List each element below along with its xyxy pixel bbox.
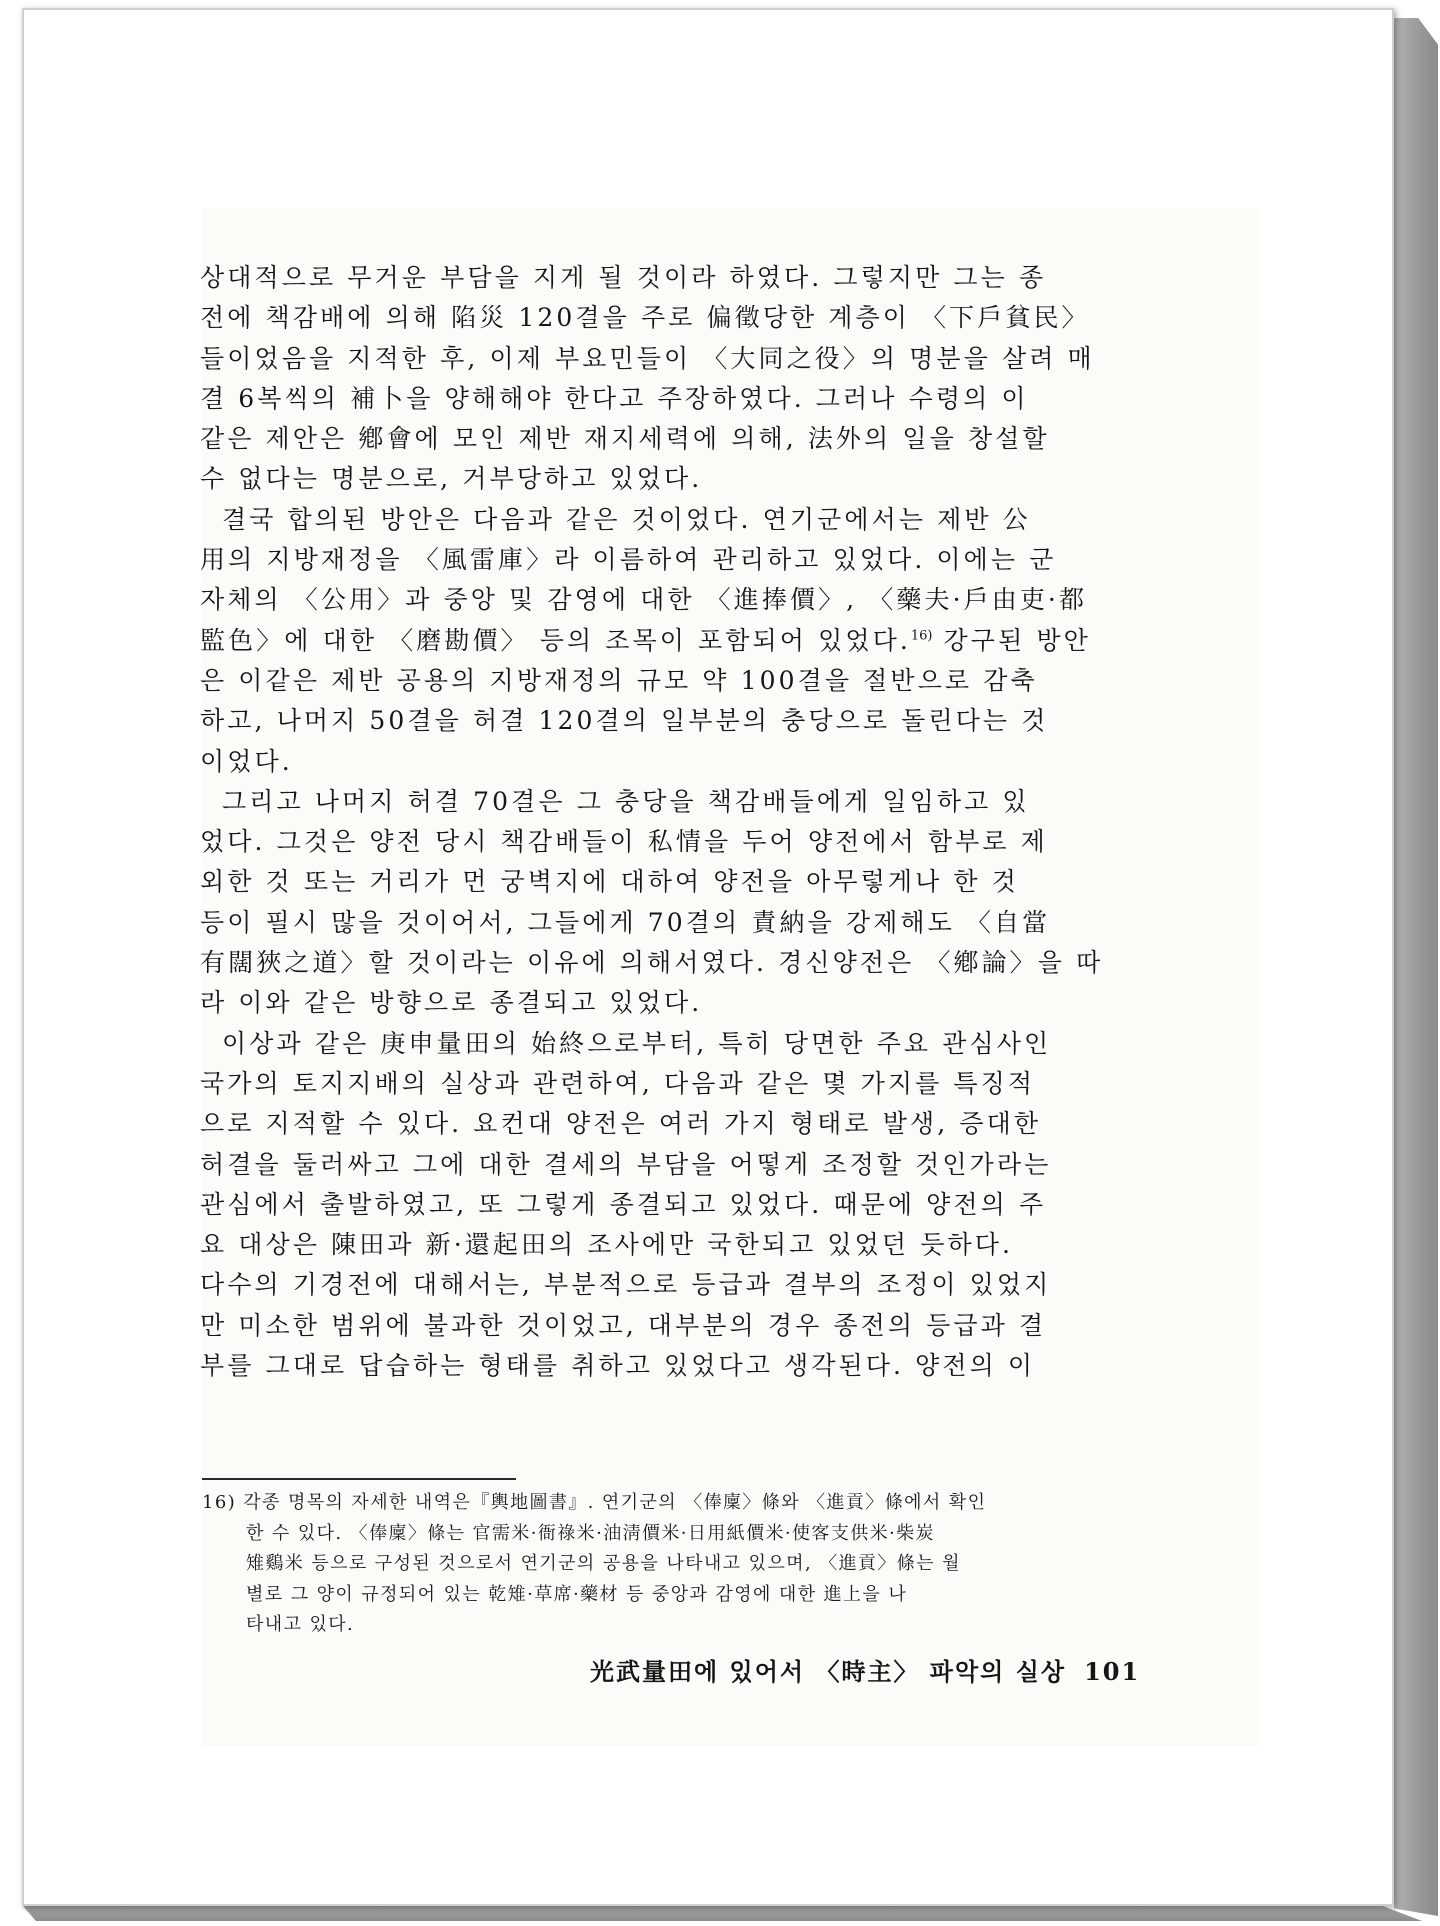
text-line: 수 없다는 명분으로, 거부당하고 있었다. bbox=[200, 464, 703, 494]
text-line: 라 이와 같은 방향으로 종결되고 있었다. bbox=[200, 988, 703, 1018]
text-line: 은 이같은 제반 공용의 지방재정의 규모 약 100결을 절반으로 감축 bbox=[200, 665, 1038, 695]
footnote bbox=[202, 1488, 1142, 1641]
text-line: 결국 합의된 방안은 다음과 같은 것이었다. 연기군에서는 제반 公 bbox=[222, 504, 1031, 534]
footnote-line: 16) 각종 명목의 자세한 내역은『輿地圖書』. 연기군의 〈俸廩〉條와 〈進貢〉條에서 확인 bbox=[202, 1492, 987, 1513]
text-line: 으로 지적할 수 있다. 요컨대 양전은 여러 가지 형태로 발생, 증대한 bbox=[200, 1109, 1042, 1139]
footnote-line: 타내고 있다. bbox=[246, 1614, 355, 1635]
text-line: 자체의 〈公用〉과 중앙 및 감영에 대한 〈進捧價〉, 〈藥夫·戶由吏·都 bbox=[200, 585, 1088, 615]
text-line: 상대적으로 무거운 부담을 지게 될 것이라 하였다. 그렇지만 그는 종 bbox=[200, 263, 1047, 292]
text-line-start: 監色〉에 대한 〈磨勘價〉 등의 조목이 포함되어 있었다. bbox=[200, 625, 911, 655]
page-number: 101 bbox=[1084, 1657, 1141, 1686]
text-line: 有闊狹之道〉할 것이라는 이유에 의해서였다. 경신양전은 〈鄕論〉을 따 bbox=[200, 948, 1104, 978]
footnote-line: 별로 그 양이 규정되어 있는 乾雉·草席·藥材 등 중앙과 감영에 대한 進上을 나 bbox=[246, 1583, 908, 1605]
text-line: 국가의 토지지배의 실상과 관련하여, 다음과 같은 몇 가지를 특징적 bbox=[200, 1068, 1036, 1098]
text-line: 다수의 기경전에 대해서는, 부분적으로 등급과 결부의 조정이 있었지 bbox=[200, 1270, 1052, 1300]
text-line: 전에 책감배에 의해 陷災 120결을 주로 偏徵당한 계층이 〈下戶貧民〉 bbox=[200, 303, 1090, 333]
running-footer-title: 光武量田에 있어서 〈時主〉 파악의 실상 bbox=[590, 1657, 1067, 1686]
text-line-end: 강구된 방안 bbox=[932, 625, 1091, 655]
text-line: 외한 것 또는 거리가 먼 궁벽지에 대하여 양전을 아무렇게나 한 것 bbox=[200, 867, 1019, 897]
body-text bbox=[200, 258, 1142, 1386]
text-line: 결 6복씩의 補卜을 양해해야 한다고 주장하였다. 그러나 수령의 이 bbox=[200, 383, 1029, 413]
text-line: 만 미소한 범위에 불과한 것이었고, 대부분의 경우 종전의 등급과 결 bbox=[200, 1310, 1047, 1340]
text-line: 부를 그대로 답습하는 형태를 취하고 있었다고 생각된다. 양전의 이 bbox=[200, 1351, 1036, 1381]
footnote-line: 雉鷄米 등으로 구성된 것으로서 연기군의 공용을 나타내고 있으며, 〈進貢〉條는 월 bbox=[246, 1553, 961, 1574]
text-line: 요 대상은 陳田과 新·還起田의 조사에만 국한되고 있었던 듯하다. bbox=[200, 1230, 1014, 1260]
text-line: 이었다. bbox=[200, 746, 293, 776]
text-line: 그리고 나머지 허결 70결은 그 충당을 책감배들에게 일임하고 있 bbox=[222, 786, 1030, 816]
text-line-with-footnote-ref bbox=[200, 621, 1142, 661]
footnote-divider bbox=[202, 1478, 516, 1480]
text-line: 었다. 그것은 양전 당시 책감배들이 私情을 두어 양전에서 함부로 제 bbox=[200, 827, 1048, 857]
text-line: 관심에서 출발하였고, 또 그렇게 종결되고 있었다. 때문에 양전의 주 bbox=[200, 1189, 1047, 1219]
running-footer bbox=[590, 1652, 1150, 1692]
text-line: 등이 필시 많을 것이어서, 그들에게 70결의 責納을 강제해도 〈自當 bbox=[200, 907, 1051, 937]
footnote-line: 한 수 있다. 〈俸廩〉條는 官需米·衙祿米·油淸價米·日用紙價米·使客支供米·柴炭 bbox=[246, 1522, 935, 1544]
text-line: 用의 지방재정을 〈風雷庫〉라 이름하여 관리하고 있었다. 이에는 군 bbox=[200, 545, 1057, 575]
text-line: 들이었음을 지적한 후, 이제 부요민들이 〈大同之役〉의 명분을 살려 매 bbox=[200, 343, 1095, 373]
footnote-reference[interactable]: 16) bbox=[910, 628, 933, 644]
text-line: 하고, 나머지 50결을 허결 120결의 일부분의 충당으로 돌린다는 것 bbox=[200, 706, 1049, 736]
page-stack-edge-bottom bbox=[22, 1905, 1422, 1921]
text-line: 허결을 둘러싸고 그에 대한 결세의 부담을 어떻게 조정할 것인가라는 bbox=[200, 1149, 1052, 1179]
text-line: 이상과 같은 庚申量田의 始終으로부터, 특히 당면한 주요 관심사인 bbox=[222, 1028, 1052, 1058]
text-line: 같은 제안은 鄕會에 모인 제반 재지세력에 의해, 法外의 일을 창설할 bbox=[200, 424, 1050, 454]
page-stack-edge-right bbox=[1394, 18, 1438, 1916]
